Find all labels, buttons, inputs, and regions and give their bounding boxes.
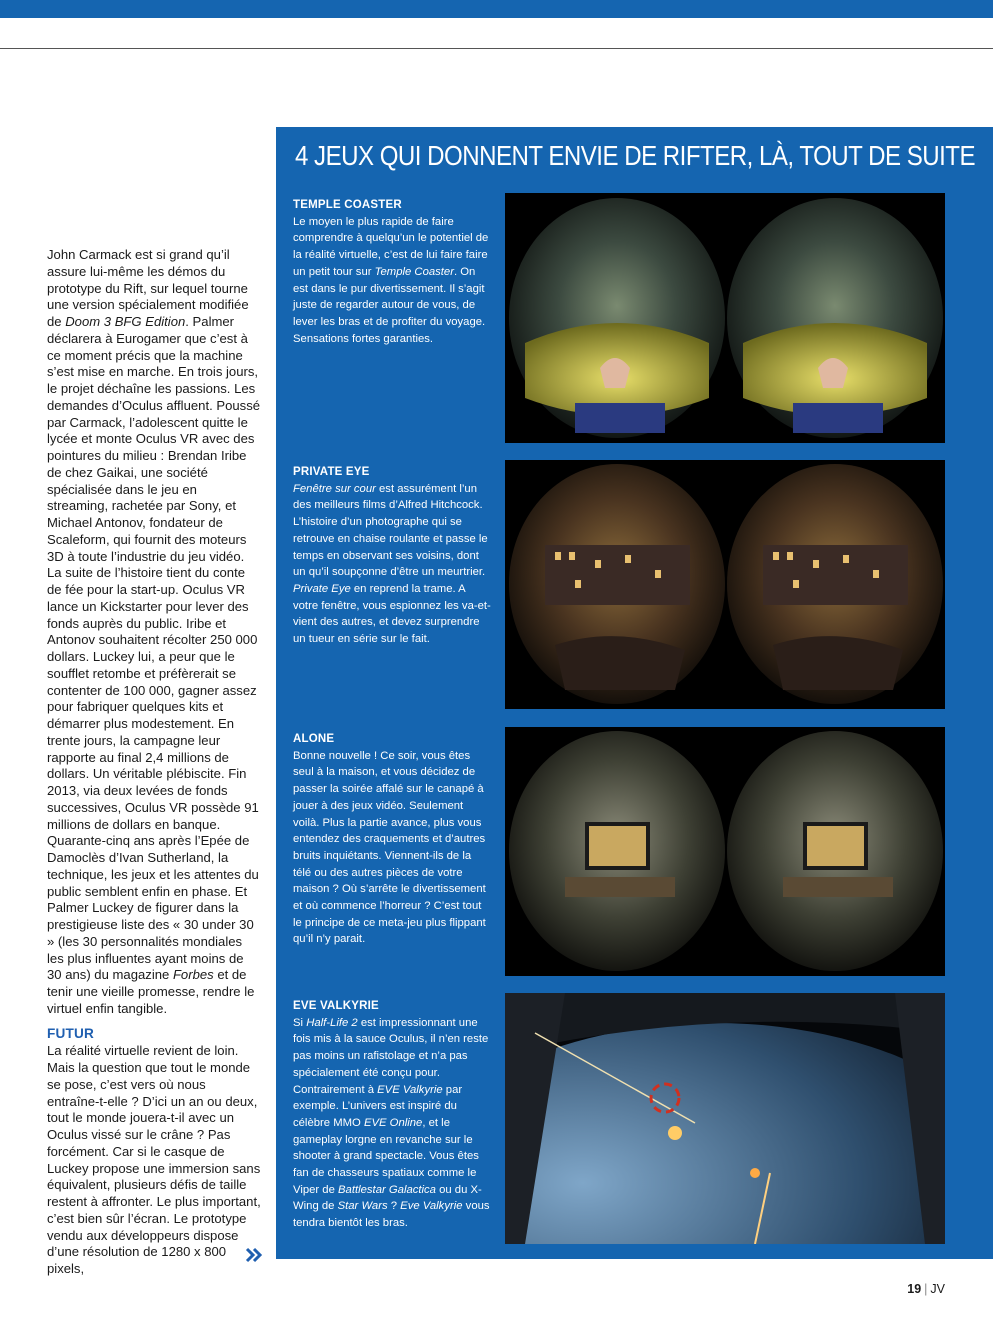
text-run: . Palmer déclarera à Eurogamer que c’est à ce moment précis que la machine s’est mise en marche. En trois jours, le projet déchaîne les passions. Les demandes d’Oculus affluent. Poussé par Carmack, l’adolescent quitte le lycée et monte Oculus VR avec des pointures du milieu : Brendan Iribe de chez Gaikai, une société spécialisée dans le jeu en streaming, rachetée par Sony, et Michael Antonov, fondateur de Scaleform, qui fournit des moteurs 3D à toute l’industrie du jeu vidéo. La suite de l’histoire tient du conte de fée pour la start-up. Oculus VR lance un Kickstarter pour lever des fonds auprès du public. Iribe et Antonov souhaitent récolter 250 000 dollars. Luckey lui, a peur que le soufflet retombe et préfèrerait se contenter de 100 000, gagner assez pour fabriquer quelques kits et démarrer plus modestement. En trente jours, la campagne leur rapporte au final 2,4 millions de dollars. Un véritable plébiscite. Fin 2013, via deux levées de fonds successives, Oculus VR possède 91 millions de dollars en banque. Quarante-cinq ans après l’Epée de Damoclès d’Ivan Sutherland, la technique, les jeux et les attentes du public semblent enfin en phase. Et Palmer Luckey de figurer dans la prestigieuse liste des « 30 under 30 » (les 30 personnalités mondiales les plus influentes ayant moins de 30 ans) du magazine xyxy=(47,314,261,983)
game-title: ALONE xyxy=(293,733,335,745)
article-paragraph xyxy=(47,247,261,1018)
game-entry-eve-valkyrie xyxy=(293,998,491,1232)
game-title: TEMPLE COASTER xyxy=(293,199,402,211)
sidebar-title: 4 JEUX QUI DONNENT ENVIE DE RIFTER, LÀ, TOUT DE SUITE xyxy=(295,140,976,171)
article-column xyxy=(47,247,261,1278)
article-paragraph: La réalité virtuelle revient de loin. Mais la question que tout le monde se pose, c’est vers où nous entraîne-t-elle ? D’ici un an ou deux, tout le monde jouera-t-il avec un Oculus vissé sur le crâne ? Pas forcément. Car si le casque de Luckey propose une immersion sans équivalent, plusieurs défis de taille restent à affronter. Le plus important, c’est bien sûr l’écran. Le prototype vendu aux développeurs dispose d’une résolution de 1280 x 800 pixels, xyxy=(47,1043,261,1276)
game-entry-temple-coaster xyxy=(293,197,491,347)
header-rule xyxy=(0,48,993,49)
game-description: Bonne nouvelle ! Ce soir, vous êtes seul à la maison, et vous décidez de passer la soirée affalé sur le canapé à jouer à des jeux vidéo. Seulement voilà. Plus la partie avance, plus vous entendez des craquements et d’autres bruits inquiétants. Viennent-ils de la télé ou des autres pièces de votre maison ? Où s’arrête le divertissement et où commence l’horreur ? C’est tout le principe de ce meta-jeu plus flippant qu’il n’y parait. xyxy=(293,749,486,946)
game-title: EVE VALKYRIE xyxy=(293,1000,379,1012)
header-color-bar xyxy=(0,0,993,18)
italic-title: Forbes xyxy=(172,967,214,983)
screenshot-temple-coaster xyxy=(505,193,945,443)
game-entry-alone xyxy=(293,731,491,948)
section-name: JV xyxy=(930,1282,945,1296)
section-heading: FUTUR xyxy=(47,1025,95,1041)
screenshot-alone xyxy=(505,727,945,976)
game-description: Si Half-Life 2 est impressionnant une fois mis à la sauce Oculus, il n’en reste pas moins un rafistolage et n’a pas spécialement été conçu pour. Contrairement à EVE Valkyrie par exemple. L’univers est inspiré du célèbre MMO EVE Online, et le gameplay lorgne en revanche sur le shooter à grand spectacle. Vous êtes fan de chasseurs spatiaux comme le Viper de Battlestar Galactica ou du X-Wing de Star Wars ? Eve Valkyrie vous tendra bientôt les bras. xyxy=(293,1016,490,1230)
game-description: Fenêtre sur cour est assurément l’un des meilleurs films d’Alfred Hitchcock. L’histoire d’un photographe qui se retrouve en chaise roulante et passe le temps en observant ses voisins, dont un qu’il soupçonne d’être un meurtrier. Private Eye en reprend la trame. A votre fenêtre, vous espionnez les va-et-vient des autres, et devez surprendre un tueur en série sur le fait. xyxy=(293,482,491,646)
screenshot-private-eye xyxy=(505,460,945,709)
text-run: et de tenir une vieille promesse, rendre le virtuel enfin tangible. xyxy=(47,967,255,1016)
page-number: 19 xyxy=(907,1282,922,1296)
game-title: PRIVATE EYE xyxy=(293,466,370,478)
double-chevron-right-icon xyxy=(245,1246,263,1264)
page-folio: 19 | JV xyxy=(907,1282,945,1296)
game-entry-private-eye xyxy=(293,464,491,648)
screenshot-eve-valkyrie xyxy=(505,993,945,1244)
italic-title: Doom 3 BFG Edition xyxy=(65,314,186,329)
text-run: John Carmack est si grand qu’il assure lui-même les démos du prototype du Rift, sur lequel tourne une version spécialement modifiée de xyxy=(47,247,249,329)
game-description: Le moyen le plus rapide de faire comprendre à quelqu’un le potentiel de la réalité virtuelle, c’est de lui faire faire un petit tour sur Temple Coaster. On est dans le pur divertissement. Il s’agit juste de regarder autour de vous, de lever les bras et de profiter du voyage. Sensations fortes garanties. xyxy=(293,215,489,345)
